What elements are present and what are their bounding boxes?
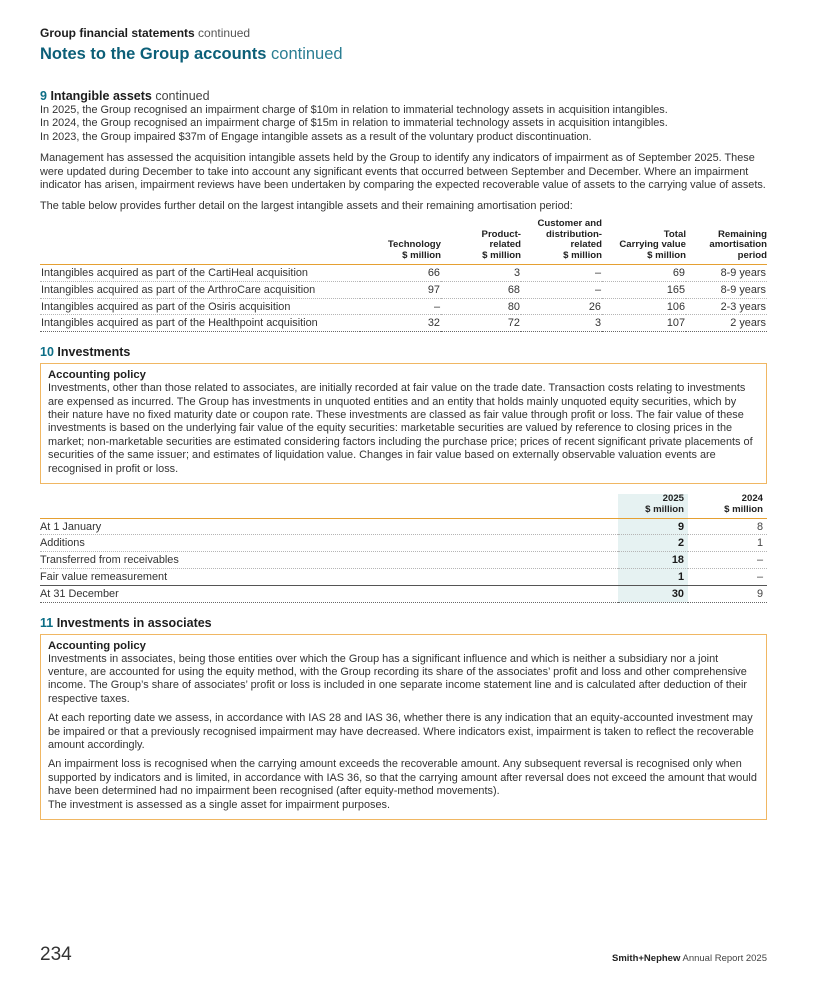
accounting-policy-box <box>40 363 767 484</box>
table-row <box>40 569 767 586</box>
accounting-policy-box <box>40 634 767 820</box>
cell-technology: 66 <box>360 265 441 282</box>
section-heading-intangible-assets <box>40 89 767 103</box>
cell-remaining: 8-9 years <box>686 265 767 282</box>
table-header-row <box>40 219 767 265</box>
management-assessment-paragraph: Management has assessed the acquisition intangible assets held by the Group to identify any indicators of impairment as of September 2025. These were updated during December to take into account any significant events that occurred between September and December. Where an impairment indicator has arisen, impairment reviews have been undertaken by comparing the expected recoverable value of assets to the carrying value of assets. <box>40 152 766 192</box>
row-label: Intangibles acquired as part of the CartiHeal acquisition <box>40 265 360 282</box>
cell-technology: 32 <box>360 315 441 332</box>
table-row <box>40 298 767 315</box>
cell-2025: 2 <box>618 535 688 552</box>
running-head <box>40 26 767 40</box>
table-total-row <box>40 585 767 602</box>
section-heading-investments <box>40 345 767 359</box>
policy-title: Accounting policy <box>48 369 146 382</box>
cell-2025: 18 <box>618 552 688 569</box>
cell-remaining: 2-3 years <box>686 298 767 315</box>
cell-total: 165 <box>602 281 686 298</box>
cell-2024: – <box>688 552 767 569</box>
page-title-text: Notes to the Group accounts <box>40 45 267 63</box>
header-blank <box>40 219 360 265</box>
cell-2024: 1 <box>688 535 767 552</box>
page-content <box>40 26 767 820</box>
cell-technology: 97 <box>360 281 441 298</box>
policy-text: Investments, other than those related to associates, are initially recorded at fair value on the trade date. Transaction costs relating to investments are expensed as incurred. The Group has investments in unquoted entities and an entity that holds mainly unquoted equity securities, which by their nature have no fixed maturity date or coupon rate. These investments are classed as fair value through profit or loss. The fair value of these investments is based on the underlying fair value of the equity securities: marketable securities are valued by reference to closing prices in the market; non-marketable securities are estimated considering factors including the purchase price; prices of recent significant private placements of securities of the same issuer; and estimates of liquidation value. Changes in fair value based on externally observable valuation events are recognised in profit or loss. <box>48 382 753 475</box>
intangible-assets-table <box>40 219 767 332</box>
footer-brand: Smith+Nephew <box>611 953 681 964</box>
cell-2024: 9 <box>688 585 767 602</box>
section-title: Investments <box>57 345 131 360</box>
row-label: Intangibles acquired as part of the ArthroCare acquisition <box>40 281 360 298</box>
cell-product: 3 <box>441 265 521 282</box>
row-label: Transferred from receivables <box>40 552 618 569</box>
header-remaining-period: Remaining amortisation period <box>686 219 767 265</box>
cell-2025: 30 <box>618 585 688 602</box>
cell-total: 69 <box>602 265 686 282</box>
cell-product: 80 <box>441 298 521 315</box>
header-total-carrying-value: Total Carrying value $ million <box>602 219 686 265</box>
running-head-title: Group financial statements <box>40 26 195 40</box>
header-2025: 2025 $ million <box>618 494 688 518</box>
cell-total: 106 <box>602 298 686 315</box>
table-row <box>40 315 767 332</box>
cell-product: 68 <box>441 281 521 298</box>
row-label: Fair value remeasurement <box>40 569 618 586</box>
table-row <box>40 552 767 569</box>
cell-technology: – <box>360 298 441 315</box>
section-number: 9 <box>40 89 47 103</box>
impairment-line-2024: In 2024, the Group recognised an impairment charge of $15m in relation to immaterial technology assets in acquisition intangibles. <box>40 117 668 130</box>
row-label: At 31 December <box>40 585 618 602</box>
section-title: Intangible assets <box>50 89 152 103</box>
row-label: Intangibles acquired as part of the Osiris acquisition <box>40 298 360 315</box>
cell-product: 72 <box>441 315 521 332</box>
page-title <box>40 45 767 64</box>
cell-2025: 9 <box>618 518 688 535</box>
table-row <box>40 265 767 282</box>
cell-remaining: 8-9 years <box>686 281 767 298</box>
footer-report: Annual Report 2025 <box>682 953 767 964</box>
header-2024: 2024 $ million <box>688 494 767 518</box>
section-heading-investments-in-associates <box>40 616 767 630</box>
policy-paragraph-impairment-loss: An impairment loss is recognised when the carrying amount exceeds the recoverable amount. Any subsequent reversal is recognised only when supported by indicators and is limited, in accordance with IAS 36, so that the carrying amount after reversal does not exceed the amount that would have been determined had no impairment been recognised (after equity-method movements). The investment is assessed as a single asset for impairment purposes. <box>48 758 757 811</box>
section-title: Investments in associates <box>56 615 212 630</box>
cell-2024: – <box>688 569 767 586</box>
table-row <box>40 535 767 552</box>
running-head-continued: continued <box>198 26 251 40</box>
header-blank <box>40 494 618 518</box>
policy-paragraph-equity-method: Investments in associates, being those entities over which the Group has a significant influence and which is neither a subsidiary nor a joint venture, are accounted for using the equity method, with the Group recording its share of the associates’ profit and loss and other comprehensive income. The Group’s share of associates’ profit or loss is included in one separate income statement line and is calculated after deduction of their respective taxes. <box>48 652 747 705</box>
cell-customer: – <box>521 265 602 282</box>
table-row <box>40 518 767 535</box>
section-number: 11 <box>40 615 54 630</box>
cell-remaining: 2 years <box>686 315 767 332</box>
cell-customer: 26 <box>521 298 602 315</box>
footer <box>612 953 767 964</box>
cell-2024: 8 <box>688 518 767 535</box>
page-number: 234 <box>40 944 72 965</box>
impairment-line-2025: In 2025, the Group recognised an impairment charge of $10m in relation to immaterial technology assets in acquisition intangibles. <box>40 104 668 116</box>
page-title-continued: continued <box>271 45 343 63</box>
row-label: Additions <box>40 535 618 552</box>
cell-2025: 1 <box>618 569 688 586</box>
investments-table <box>40 494 767 603</box>
header-product-related: Product- related $ million <box>441 219 521 265</box>
cell-customer: 3 <box>521 315 602 332</box>
policy-paragraph-impairment-assessment: At each reporting date we assess, in accordance with IAS 28 and IAS 36, whether there is any indication that an equity-accounted investment may be impaired or that a previously recognised impairment may have decreased. Where indicators exist, impairment is taken to reflect the recoverable amount accordingly. <box>48 712 754 752</box>
header-technology: Technology $ million <box>360 219 441 265</box>
impairment-paragraph <box>40 104 767 144</box>
row-label: Intangibles acquired as part of the Healthpoint acquisition <box>40 315 360 332</box>
policy-title: Accounting policy <box>48 639 146 652</box>
row-label: At 1 January <box>40 518 618 535</box>
table-header-row <box>40 494 767 518</box>
table-intro-paragraph: The table below provides further detail on the largest intangible assets and their remaining amortisation period: <box>40 200 573 213</box>
impairment-line-2023: In 2023, the Group impaired $37m of Engage intangible assets as a result of the voluntary product discontinuation. <box>40 130 592 143</box>
cell-total: 107 <box>602 315 686 332</box>
header-customer-distribution: Customer and distribution- related $ million <box>521 219 602 265</box>
section-number: 10 <box>40 345 54 360</box>
section-continued: continued <box>155 89 210 103</box>
table-row <box>40 281 767 298</box>
cell-customer: – <box>521 281 602 298</box>
